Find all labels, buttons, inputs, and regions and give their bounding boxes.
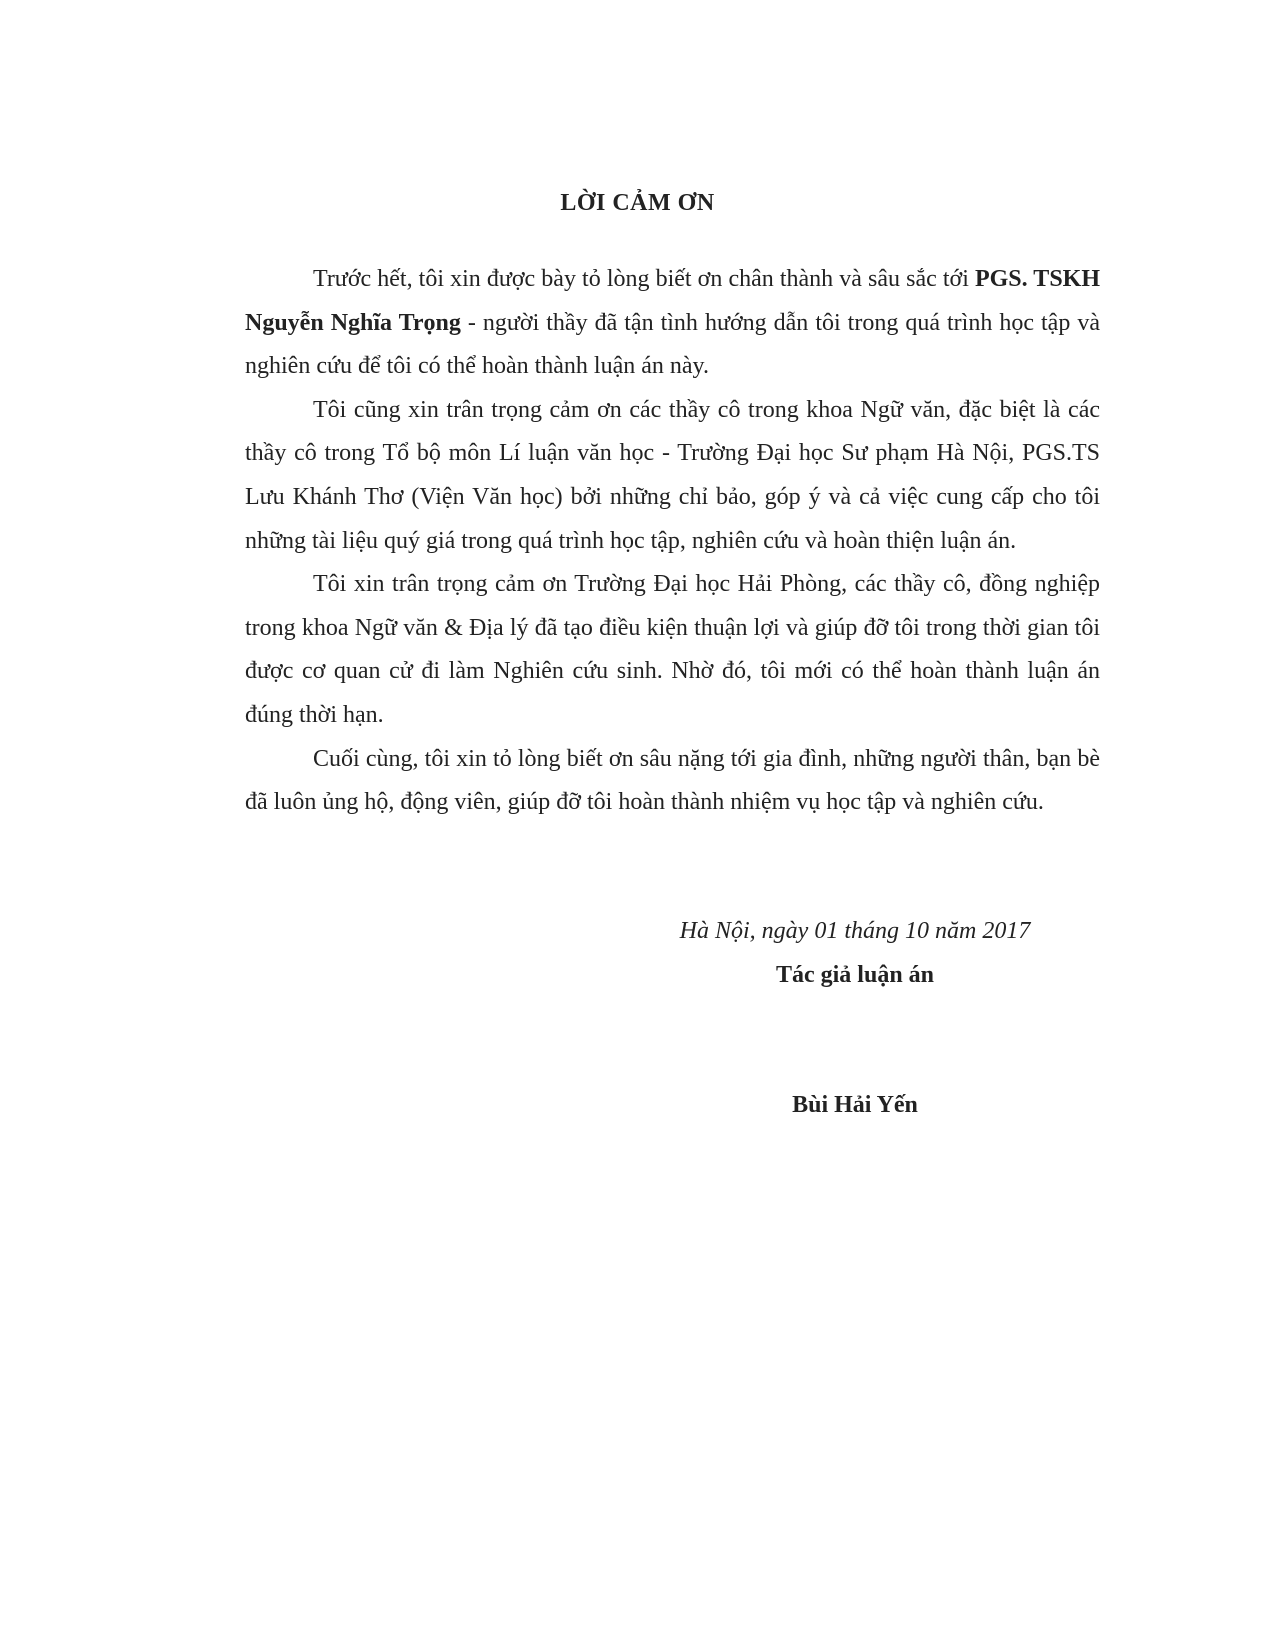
paragraph-1-intro: Trước hết, tôi xin được bày tỏ lòng biết ơn chân thành và sâu sắc tới: [313, 266, 975, 292]
advisor-name: PGS. TSKH Nguyễn Nghĩa Trọng: [245, 266, 1100, 336]
acknowledgement-body: [245, 258, 1100, 825]
place-date: Hà Nội, ngày 01 tháng 10 năm 2017: [679, 918, 1031, 944]
paragraph-1: [245, 258, 1100, 389]
page-title: LỜI CẢM ƠN: [560, 190, 715, 216]
paragraph-1-rest: - người thầy đã tận tình hướng dẫn tôi trong quá trình học tập và nghiên cứu để tôi có thể hoàn thành luận án này.: [245, 309, 1100, 380]
paragraph-4: Cuối cùng, tôi xin tỏ lòng biết ơn sâu nặng tới gia đình, những người thân, bạn bè đã luôn ủng hộ, động viên, giúp đỡ tôi hoàn thành nhiệm vụ học tập và nghiên cứu.: [245, 745, 1100, 816]
author-role: Tác giả luận án: [775, 962, 935, 988]
author-name: Bùi Hải Yến: [792, 1092, 918, 1118]
paragraph-3: Tôi xin trân trọng cảm ơn Trường Đại học Hải Phòng, các thầy cô, đồng nghiệp trong khoa Ngữ văn & Địa lý đã tạo điều kiện thuận lợi và giúp đỡ tôi trong thời gian tôi được cơ quan cử đi làm Nghiên cứu sinh. Nhờ đó, tôi mới có thể hoàn thành luận án đúng thời hạn.: [245, 571, 1100, 728]
paragraph-2: Tôi cũng xin trân trọng cảm ơn các thầy cô trong khoa Ngữ văn, đặc biệt là các thầy cô trong Tổ bộ môn Lí luận văn học - Trường Đại học Sư phạm Hà Nội, PGS.TS Lưu Khánh Thơ (Viện Văn học) bởi những chỉ bảo, góp ý và cả việc cung cấp cho tôi những tài liệu quý giá trong quá trình học tập, nghiên cứu và hoàn thiện luận án.: [245, 396, 1100, 554]
